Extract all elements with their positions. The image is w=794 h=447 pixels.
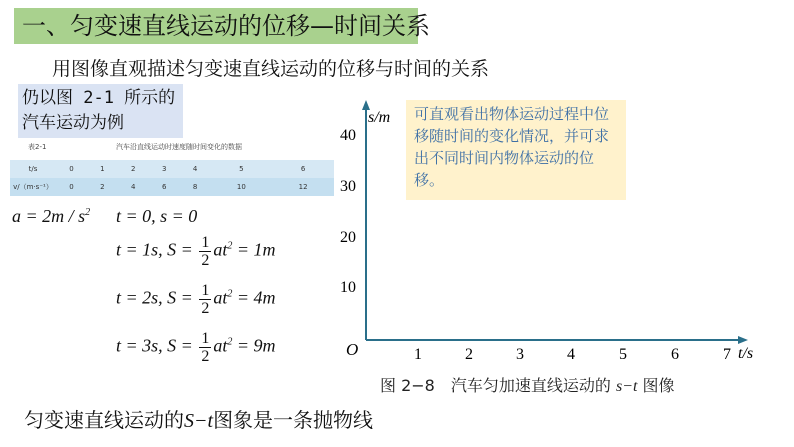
y-tick-labels (340, 127, 356, 296)
reference-line-2: 汽车运动为例 (22, 113, 124, 133)
formula-result: = 1m (236, 239, 276, 260)
fraction-numerator: 1 (201, 282, 210, 299)
y-axis-label: s/m (368, 109, 391, 126)
figure-caption-suffix: 图像 (637, 376, 675, 395)
figure-caption (380, 373, 675, 396)
formula-exponent: 2 (227, 288, 233, 300)
section-title: 一、匀变速直线运动的位移—时间关系 (14, 8, 418, 44)
x-tick-label: 7 (723, 346, 731, 363)
formula-text: a = 2m / s (12, 206, 86, 226)
table-cell: 5 (239, 165, 244, 173)
table-cell: 12 (298, 183, 308, 191)
conclusion-prefix: 匀变速直线运动的 (24, 408, 184, 432)
table-cell: v/（m·s⁻¹） (13, 183, 53, 191)
fraction-numerator: 1 (201, 234, 210, 251)
table-cell: t/s (28, 165, 38, 173)
table-cell: 2 (131, 165, 136, 173)
table-cell: 3 (161, 165, 167, 173)
conclusion-suffix: 图象是一条抛物线 (213, 408, 374, 432)
table-cell: 2 (100, 183, 105, 191)
formula-result: = 9m (236, 335, 276, 356)
formula-text: t = 0, s = 0 (116, 206, 198, 226)
formula-text: t = 3s, S = (116, 335, 193, 356)
x-tick-label: 5 (619, 346, 627, 363)
formula-result: = 4m (236, 287, 276, 308)
figure-caption-prefix: 图 2−8 汽车匀加速直线运动的 (380, 376, 616, 395)
conclusion-variable: S−t (184, 410, 214, 432)
formula-text: t = 1s, S = (116, 239, 193, 260)
table-cell: 0 (69, 165, 74, 173)
table-number: 表2-1 (28, 143, 47, 151)
origin-label: O (346, 340, 359, 359)
formula-text: t = 2s, S = (116, 287, 193, 308)
conclusion-text (24, 404, 373, 433)
table-cell: 4 (192, 165, 198, 173)
formula-text: at (213, 287, 228, 308)
fraction-denominator: 2 (201, 300, 210, 317)
y-tick-label: 10 (340, 279, 356, 296)
y-tick-label: 40 (340, 127, 356, 144)
subtitle: 用图像直观描述匀变速直线运动的位移与时间的关系 (52, 58, 490, 80)
table-cell: 8 (192, 183, 198, 191)
table-cell: 4 (131, 183, 136, 191)
x-tick-label: 4 (567, 346, 575, 363)
figure-caption-variable: s−t (615, 378, 638, 395)
x-axis-label: t/s (738, 345, 754, 362)
formula-exponent: 2 (227, 336, 233, 348)
formula-text: at (213, 239, 228, 260)
x-tick-label: 1 (414, 346, 422, 363)
fraction-numerator: 1 (201, 330, 210, 347)
formula-exponent: 2 (85, 207, 91, 218)
note-box: 可直观看出物体运动过程中位移随时间的变化情况，并可求出不同时间内物体运动的位移。 (406, 100, 626, 200)
y-tick-label: 30 (340, 178, 356, 195)
table-cell: 6 (300, 165, 306, 173)
table-title: 汽车沿直线运动时速度随时间变化的数据 (116, 143, 242, 151)
table-cell: 1 (100, 165, 105, 173)
x-tick-labels (414, 346, 731, 363)
y-tick-label: 20 (340, 229, 356, 246)
table-cell: 10 (236, 183, 246, 191)
x-axis-arrow-icon (738, 336, 748, 344)
x-tick-label: 2 (465, 346, 473, 363)
x-tick-label: 3 (516, 346, 524, 363)
formula-text: at (213, 335, 228, 356)
fraction-denominator: 2 (201, 252, 210, 269)
formula-exponent: 2 (227, 240, 233, 252)
x-tick-label: 6 (671, 346, 679, 363)
table-cell: 6 (161, 183, 167, 191)
fraction-denominator: 2 (201, 348, 210, 365)
table-cell: 0 (69, 183, 74, 191)
reference-line-1: 仍以图 2-1 所示的 (22, 88, 176, 108)
